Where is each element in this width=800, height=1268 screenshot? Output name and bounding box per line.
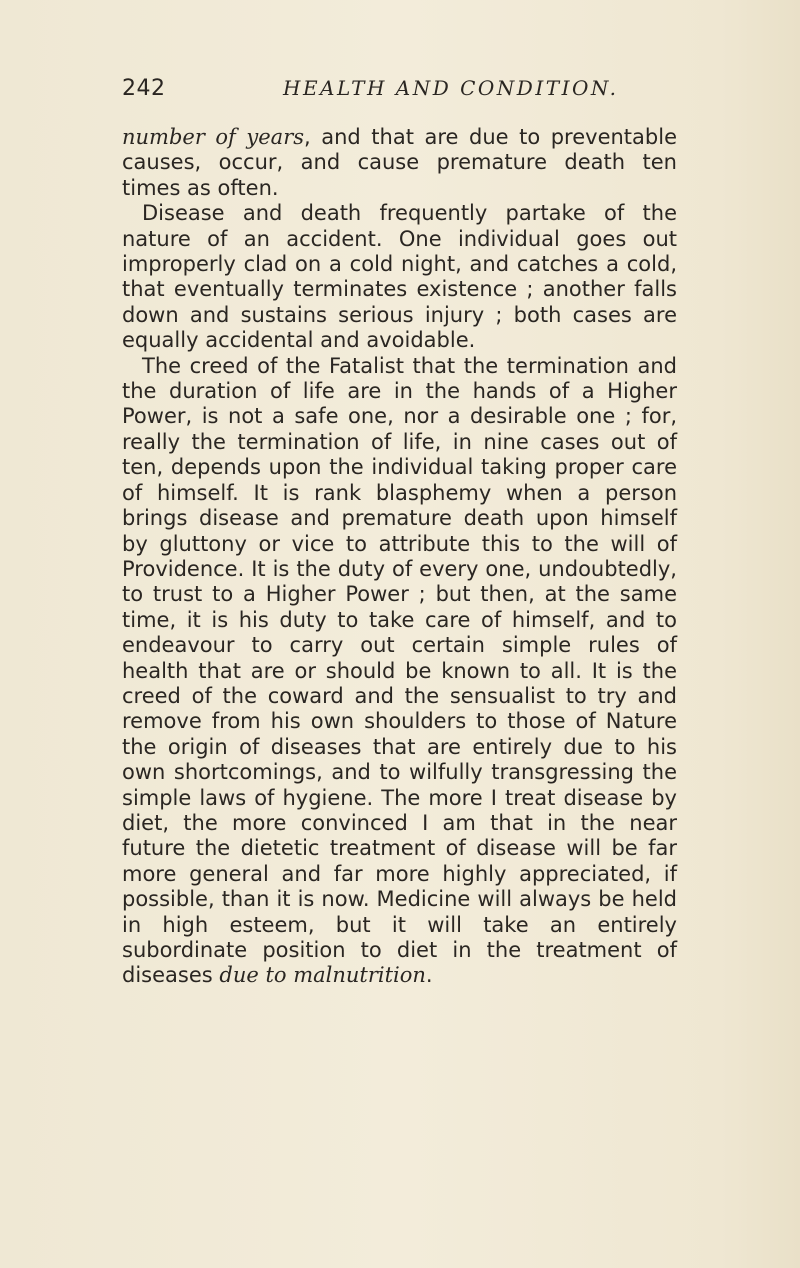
running-head: HEALTH AND CONDITION. — [283, 76, 619, 100]
body-text — [122, 125, 677, 989]
paragraph-3-text: The creed of the Fatalist that the termination and the duration of life are in the hands of a Higher Power, is not a safe one, nor a desirable one ; for, really the termination of life, in nine cases out of ten, depends upon the individual taking proper care of himself. It is rank blasphemy when a person brings disease and premature death upon himself by gluttony or vice to attribute this to the will of Providence. It is the duty of every one, undoubtedly, to trust to a Higher Power ; but then, at the same time, it is his duty to take care of himself, and to endeavour to carry out certain simple rules of health that are or should be known to all. It is the creed of the coward and the sensualist to try and remove from his own shoulders to those of Nature the origin of diseases that are entirely due to his own shortcomings, and to wilfully transgressing the simple laws of hygiene. The more I treat disease by diet, the more convinced I am that in the near future the dietetic treatment of disease will be far more general and far more highly appreciated, if possible, than it is now. Medicine will always be held in high esteem, but it will take an entirely subordinate position to diet in the treatment of diseases — [122, 353, 677, 988]
page-header — [122, 76, 682, 108]
paragraph-2: Disease and death frequently partake of the nature of an accident. One individual goes out improperly clad on a cold night, and catches a cold, that eventually terminates existence ; another falls down and sustains serious injury ; both cases are equally accidental and avoidable. — [122, 201, 677, 353]
page-number: 242 — [122, 76, 166, 101]
paragraph-3-end: . — [425, 963, 433, 988]
italic-phrase-end: due to malnutrition — [219, 963, 426, 988]
paragraph-1 — [122, 125, 677, 201]
italic-phrase: number of years — [122, 125, 305, 149]
paragraph-3 — [122, 354, 677, 989]
paragraph-1-text: , and that are due to preventable causes, occur, and cause premature death ten times as often. — [122, 125, 677, 200]
